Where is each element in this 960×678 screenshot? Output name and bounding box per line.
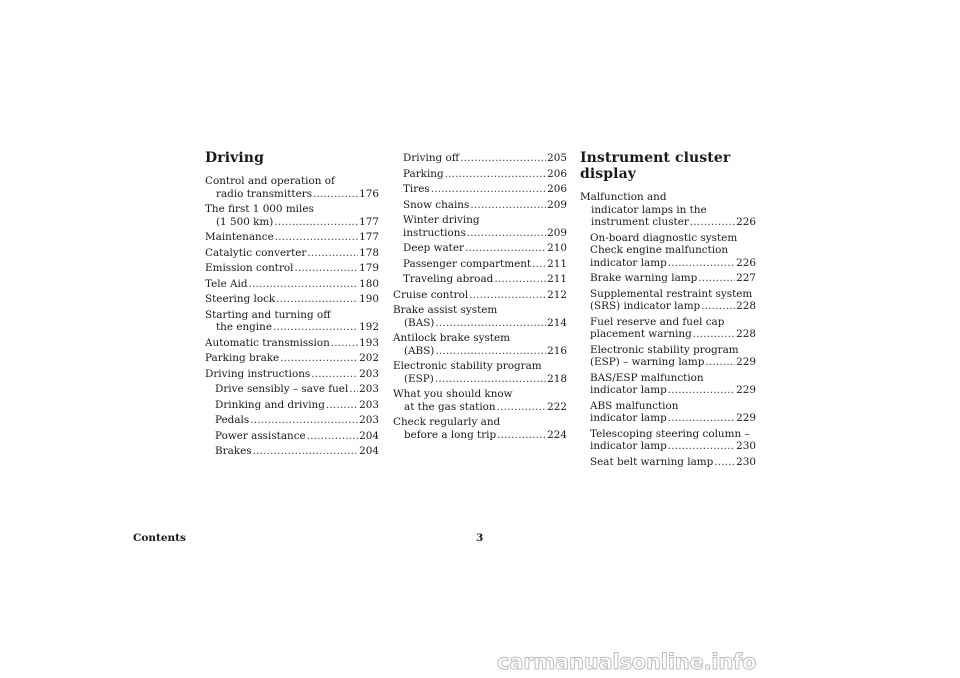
dot-leader	[249, 278, 359, 291]
dot-leader	[276, 293, 358, 306]
toc-entry[interactable]	[205, 247, 379, 260]
dot-leader	[497, 401, 547, 414]
toc-entry[interactable]	[205, 262, 379, 275]
toc-entry-title-line: Check engine malfunction	[590, 244, 729, 256]
dot-leader	[668, 257, 735, 270]
toc-entry-row	[393, 289, 567, 302]
dot-leader	[253, 445, 359, 458]
toc-entry-row	[403, 183, 567, 196]
toc-entry-row	[393, 401, 567, 414]
toc-entry-row	[215, 445, 379, 458]
dot-leader	[250, 414, 358, 427]
toc-entry-row	[205, 231, 379, 244]
toc-page-number: 218	[547, 372, 567, 385]
toc-entry[interactable]	[393, 183, 567, 196]
toc-entry-title: Cruise control	[393, 288, 469, 301]
toc-entries	[205, 175, 379, 458]
dot-leader	[435, 373, 546, 386]
toc-entry-title-line: The first 1 000 miles	[205, 203, 314, 215]
toc-entry-title: Parking	[403, 167, 444, 180]
toc-entry-title: (BAS)	[404, 316, 435, 329]
toc-entry-row	[215, 383, 379, 396]
toc-entry-title: (SRS) indicator lamp	[590, 300, 701, 312]
toc-entry-row	[205, 216, 379, 229]
dot-leader	[469, 289, 546, 302]
page-number: 3	[476, 532, 484, 544]
toc-entry[interactable]	[580, 191, 756, 229]
dot-leader	[690, 216, 735, 229]
toc-entry-title-line: Fuel reserve and fuel cap	[590, 315, 725, 328]
dot-leader	[326, 399, 358, 412]
toc-entry-title: Brake warning lamp	[590, 272, 698, 284]
toc-entry-title-line: Telescoping steering column –	[590, 427, 750, 440]
toc-entry-title-line: Antilock brake system	[393, 332, 510, 344]
toc-entry-title: Brakes	[215, 445, 252, 457]
dot-leader	[435, 345, 546, 358]
toc-entry-row	[590, 272, 756, 285]
dot-leader	[280, 352, 358, 365]
toc-entry-title: Passenger compartment	[403, 257, 532, 270]
toc-entry-row	[205, 278, 379, 291]
dot-leader	[274, 216, 358, 229]
toc-entry-title: instrument cluster	[591, 216, 689, 228]
toc-entry-row	[590, 412, 756, 425]
toc-entry-title: (ESP)	[404, 372, 434, 385]
toc-entry[interactable]	[205, 414, 379, 427]
dot-leader	[307, 430, 358, 443]
dot-leader	[313, 188, 358, 201]
toc-entry-title: the engine	[216, 321, 272, 333]
toc-entry-title-line: Starting and turning off	[205, 308, 331, 321]
dot-leader	[668, 384, 735, 397]
toc-entry-title-line: Winter driving	[403, 214, 480, 226]
toc-entry[interactable]	[205, 430, 379, 443]
toc-entry[interactable]	[393, 416, 567, 441]
toc-entry-title-line: Electronic stability program	[393, 360, 542, 372]
toc-entry[interactable]	[205, 203, 379, 228]
watermark-logo: carmanualsonline.info	[497, 650, 757, 674]
dot-leader	[273, 321, 358, 334]
dot-leader	[494, 273, 546, 286]
dot-leader	[497, 429, 546, 442]
dot-leader	[465, 242, 546, 255]
toc-entry-row	[590, 440, 756, 453]
dot-leader	[445, 168, 547, 181]
toc-page-number: 190	[359, 293, 379, 305]
dot-leader	[295, 262, 359, 275]
toc-entry-title: Steering lock	[205, 293, 276, 305]
toc-entry[interactable]	[393, 304, 567, 329]
toc-entry-row	[205, 337, 379, 350]
toc-entry-row	[205, 352, 379, 365]
toc-page-number: 229	[736, 384, 756, 396]
toc-entry-row	[403, 258, 567, 271]
toc-page-number: 204	[359, 445, 379, 457]
dot-leader	[532, 258, 546, 271]
toc-entry-title-line: indicator lamps in the	[591, 203, 707, 216]
toc-entry-row	[590, 300, 756, 313]
toc-entry[interactable]	[205, 368, 379, 381]
toc-entry-title: indicator lamp	[590, 256, 667, 269]
toc-entry-title: (ABS)	[404, 344, 435, 357]
toc-entry-row	[590, 356, 756, 369]
toc-entry-title: Drinking and driving	[215, 398, 325, 411]
toc-page-number: 205	[547, 152, 567, 164]
toc-entry[interactable]	[393, 199, 567, 212]
toc-entry-title: Maintenance	[205, 231, 274, 243]
toc-entry-row	[205, 188, 379, 201]
dot-leader	[349, 383, 358, 396]
toc-entry-title: instructions	[403, 226, 466, 239]
toc-page-number: 206	[547, 183, 567, 195]
section-heading-instrument-cluster: Instrument cluster display	[580, 150, 731, 182]
dot-leader	[435, 317, 546, 330]
toc-entry[interactable]	[205, 352, 379, 365]
toc-entry[interactable]	[205, 231, 379, 244]
toc-entry[interactable]	[205, 175, 379, 200]
toc-entry[interactable]	[205, 383, 379, 396]
toc-entry-title: Catalytic converter	[205, 246, 307, 259]
toc-entry[interactable]	[393, 258, 567, 271]
toc-page-number: 214	[547, 316, 567, 329]
toc-entry[interactable]	[580, 232, 756, 270]
toc-entry-title-line: Check regularly and	[393, 416, 501, 428]
toc-entry-title-line: Control and operation of	[205, 175, 335, 187]
toc-column-instrument-cluster	[580, 150, 756, 471]
toc-page-number: 210	[547, 242, 567, 254]
dot-leader	[668, 412, 735, 425]
toc-page-number: 177	[359, 231, 379, 243]
toc-entry-row	[205, 262, 379, 275]
toc-page-number: 192	[359, 321, 379, 333]
toc-entry-row	[403, 273, 567, 286]
toc-entry-title: (1 500 km)	[216, 215, 274, 228]
toc-entry-title: radio transmitters	[216, 187, 313, 200]
toc-entry-row	[205, 293, 379, 306]
toc-entries	[580, 191, 756, 468]
toc-column-driving-continued	[393, 152, 567, 444]
toc-entry-title: at the gas station	[404, 400, 496, 413]
toc-entry-row	[205, 247, 379, 260]
footer-section-title: Contents	[133, 532, 186, 544]
toc-entry-title-line: Brake assist system	[393, 304, 498, 316]
toc-entry-title: Deep water	[403, 242, 464, 254]
dot-leader	[714, 456, 735, 469]
toc-page-number: 204	[359, 429, 379, 442]
toc-entry-row	[580, 216, 756, 229]
toc-entry-row	[393, 373, 567, 386]
dot-leader	[668, 440, 735, 453]
toc-page-number: 224	[547, 428, 567, 441]
toc-entry-title: Traveling abroad	[403, 273, 494, 285]
toc-entry[interactable]	[393, 273, 567, 286]
toc-entry[interactable]	[580, 272, 756, 285]
toc-entry-row	[403, 242, 567, 255]
toc-entry[interactable]	[580, 428, 756, 453]
toc-entry[interactable]	[393, 152, 567, 165]
toc-page-number: 216	[547, 344, 567, 357]
toc-page-number: 179	[359, 262, 379, 274]
toc-entry[interactable]	[205, 278, 379, 291]
toc-entry-title-line: BAS/ESP malfunction	[590, 371, 704, 384]
toc-entry[interactable]	[393, 242, 567, 255]
toc-entry-title: Emission control	[205, 262, 294, 274]
toc-entry-title: indicator lamp	[590, 412, 667, 424]
toc-column-driving	[205, 150, 379, 461]
toc-entry-row	[393, 317, 567, 330]
toc-entry-title: before a long trip	[404, 428, 497, 441]
toc-entry[interactable]	[580, 316, 756, 341]
toc-entry[interactable]	[393, 360, 567, 385]
toc-entries	[393, 152, 567, 441]
dot-leader	[693, 328, 735, 341]
toc-entry-title: Tele Aid	[205, 277, 248, 290]
dot-leader	[311, 368, 358, 381]
toc-entry-row	[403, 168, 567, 181]
toc-page-number: 180	[359, 277, 379, 290]
toc-entry[interactable]	[393, 168, 567, 181]
toc-entry-title: Driving instructions	[205, 367, 311, 380]
toc-entry[interactable]	[205, 309, 379, 334]
toc-entry[interactable]	[393, 289, 567, 302]
dot-leader	[467, 227, 546, 240]
toc-entry-title: Parking brake	[205, 352, 280, 364]
toc-entry-title: Tires	[403, 183, 430, 195]
toc-page-number: 178	[359, 246, 379, 259]
toc-entry-title-line: On-board diagnostic system	[590, 231, 738, 244]
toc-entry-row	[403, 227, 567, 240]
toc-entry-title: indicator lamp	[590, 384, 667, 396]
toc-entry[interactable]	[580, 400, 756, 425]
toc-entry[interactable]	[580, 372, 756, 397]
toc-entry-title: placement warning	[590, 328, 692, 340]
toc-page-number: 227	[736, 272, 756, 284]
toc-entry-row	[215, 399, 379, 412]
toc-page-number: 226	[736, 216, 756, 228]
toc-page-number: 222	[547, 400, 567, 413]
toc-entry-row	[403, 152, 567, 165]
toc-entry-title-line: Electronic stability program	[590, 343, 739, 356]
toc-page-number: 193	[359, 336, 379, 349]
toc-entry[interactable]	[393, 332, 567, 357]
dot-leader	[705, 356, 735, 369]
section-heading-driving: Driving	[205, 150, 264, 166]
dot-leader	[431, 183, 546, 196]
toc-entry[interactable]	[393, 214, 567, 239]
toc-entry-title: Snow chains	[403, 198, 470, 211]
toc-page-number: 176	[359, 187, 379, 200]
toc-page-number: 230	[736, 440, 756, 452]
dot-leader	[307, 247, 358, 260]
toc-entry-row	[590, 384, 756, 397]
toc-entry-title: Seat belt warning lamp	[590, 455, 714, 468]
toc-entry-title: Drive sensibly – save fuel	[215, 383, 349, 395]
toc-page-number: 203	[359, 398, 379, 411]
toc-entry-title: Pedals	[215, 414, 250, 426]
toc-entry-row	[590, 328, 756, 341]
toc-entry-title-line: Malfunction and	[580, 191, 667, 203]
toc-entry-title-line: Supplemental restraint system	[590, 287, 753, 300]
toc-entry-row	[215, 430, 379, 443]
toc-entry[interactable]	[205, 293, 379, 306]
toc-entry-row	[393, 429, 567, 442]
toc-page-number: 203	[359, 367, 379, 380]
toc-entry-title-line: ABS malfunction	[590, 399, 679, 412]
toc-page-number: 177	[359, 215, 379, 228]
dot-leader	[331, 337, 358, 350]
dot-leader	[275, 231, 358, 244]
toc-entry-row	[590, 257, 756, 270]
toc-page-number: 202	[359, 352, 379, 364]
toc-entry[interactable]	[580, 456, 756, 469]
toc-page-number: 226	[736, 256, 756, 269]
toc-entry-title: (ESP) – warning lamp	[590, 356, 705, 368]
toc-entry[interactable]	[205, 337, 379, 350]
toc-page-number: 212	[547, 288, 567, 301]
toc-entry-row	[205, 368, 379, 381]
dot-leader	[701, 300, 735, 313]
toc-entry[interactable]	[393, 388, 567, 413]
toc-entry-row	[590, 456, 756, 469]
toc-entry[interactable]	[580, 344, 756, 369]
toc-page-number: 203	[359, 383, 379, 395]
toc-entry-row	[205, 321, 379, 334]
toc-entry-row	[215, 414, 379, 427]
toc-entry[interactable]	[205, 399, 379, 412]
toc-entry-title: Automatic transmission	[205, 336, 330, 349]
toc-page-number: 206	[547, 167, 567, 180]
toc-page-number: 209	[547, 226, 567, 239]
toc-entry[interactable]	[580, 288, 756, 313]
toc-entry-title: indicator lamp	[590, 440, 667, 452]
toc-page-number: 203	[359, 414, 379, 426]
toc-entry-title: Power assistance	[215, 429, 306, 442]
toc-entry-title-line: What you should know	[393, 388, 513, 400]
toc-page-number: 209	[547, 198, 567, 211]
dot-leader	[698, 272, 735, 285]
toc-page-number: 211	[547, 273, 567, 285]
toc-entry-row	[393, 345, 567, 358]
toc-entry-title: Driving off	[403, 152, 460, 164]
dot-leader	[470, 199, 546, 212]
toc-entry-row	[403, 199, 567, 212]
toc-page-number: 229	[736, 356, 756, 368]
toc-page-number: 229	[736, 412, 756, 424]
toc-entry[interactable]	[205, 445, 379, 458]
dot-leader	[460, 152, 546, 165]
toc-page-number: 211	[547, 257, 567, 270]
toc-page-number: 230	[736, 455, 756, 468]
toc-page-number: 228	[736, 300, 756, 312]
toc-page-number: 228	[736, 328, 756, 340]
